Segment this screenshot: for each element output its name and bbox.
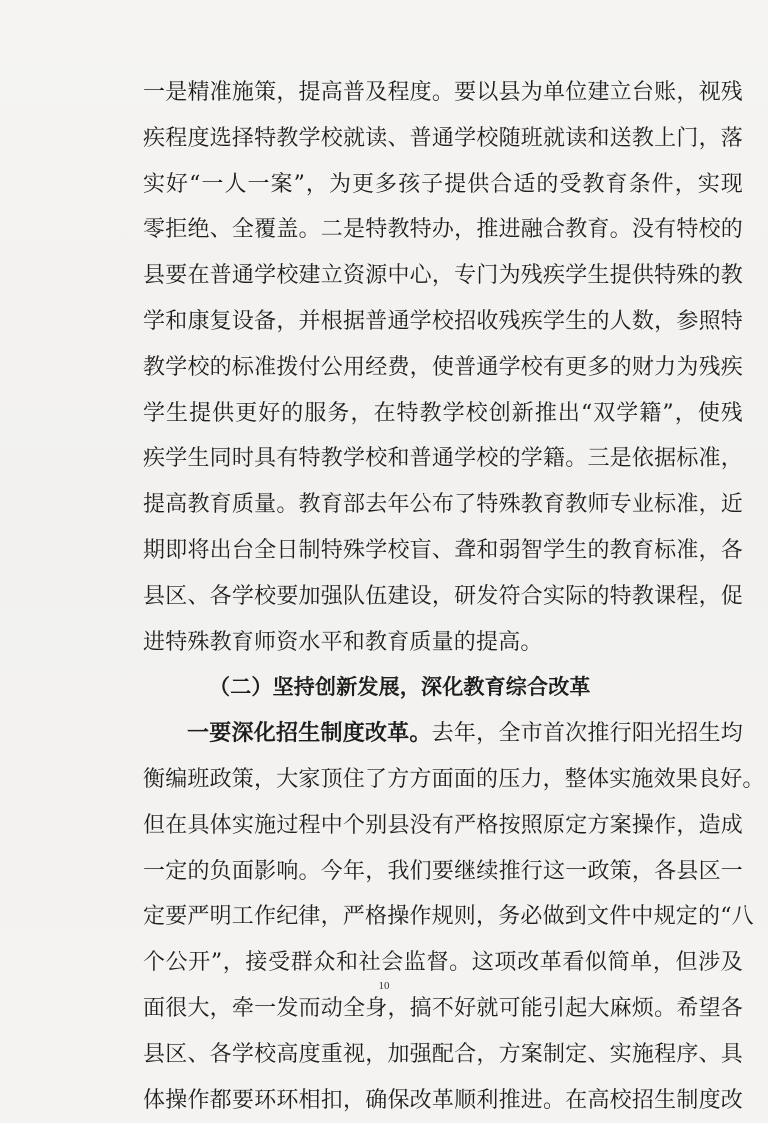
document-body: [143, 70, 765, 1123]
text-line: 疾学生同时具有特教学校和普通学校的学籍。三是依据标准，: [143, 446, 743, 472]
text-line: 体操作都要环环相扣，确保改革顺利推进。在高校招生制度改: [143, 1087, 743, 1113]
text-line: 面很大，牵一发而动全身，搞不好就可能引起大麻烦。希望各: [143, 995, 743, 1021]
text-line: 定要严明工作纪律，严格操作规则，务必做到文件中规定的“八: [143, 904, 754, 930]
section-heading: （二）坚持创新发展，深化教育综合改革: [209, 675, 591, 700]
text-line: 一是精准施策，提高普及程度。要以县为单位建立台账，视残: [143, 80, 743, 105]
text-line: 期即将出台全日制特殊学校盲、聋和弱智学生的教育标准，各: [143, 537, 743, 563]
text-line: 提高教育质量。教育部去年公布了特殊教育教师专业标准，近: [143, 492, 743, 518]
text-line: 学生提供更好的服务，在特教学校创新推出“双学籍”，使残: [143, 400, 743, 426]
lead-rest-text: 去年，全市首次推行阳光招生均: [431, 721, 743, 747]
text-line: 个公开”，接受群众和社会监督。这项改革看似简单，但涉及: [143, 950, 743, 976]
text-line: 零拒绝、全覆盖。二是特教特办，推进融合教育。没有特校的: [143, 217, 743, 243]
text-line: 实好“一人一案”，为更多孩子提供合适的受教育条件，实现: [143, 171, 743, 197]
text-line: 县区、各学校高度重视，加强配合，方案制定、实施程序、具: [143, 1041, 743, 1067]
text-line: 但在具体实施过程中个别县没有严格按照原定方案操作，造成: [143, 812, 743, 838]
page-number: 10: [378, 980, 390, 992]
text-line: 县要在普通学校建立资源中心，专门为残疾学生提供特殊的教: [143, 263, 743, 289]
paragraph-lead-line: [143, 711, 743, 757]
text-line: 一定的负面影响。今年，我们要继续推行这一政策，各县区一: [143, 858, 743, 884]
text-line: 县区、各学校要加强队伍建设，研发符合实际的特教课程，促: [143, 583, 743, 609]
text-line: 衡编班政策，大家顶住了方方面面的压力，整体实施效果良好。: [143, 766, 765, 792]
text-line: 进特殊教育师资水平和教育质量的提高。: [143, 629, 543, 655]
text-line: 学和康复设备，并根据普通学校招收残疾学生的人数，参照特: [143, 308, 743, 334]
text-line: 教学校的标准拨付公用经费，使普通学校有更多的财力为残疾: [143, 354, 743, 380]
text-line: 疾程度选择特教学校就读、普通学校随班就读和送教上门，落: [143, 125, 743, 151]
bold-lead-text: 一要深化招生制度改革。: [187, 720, 432, 747]
